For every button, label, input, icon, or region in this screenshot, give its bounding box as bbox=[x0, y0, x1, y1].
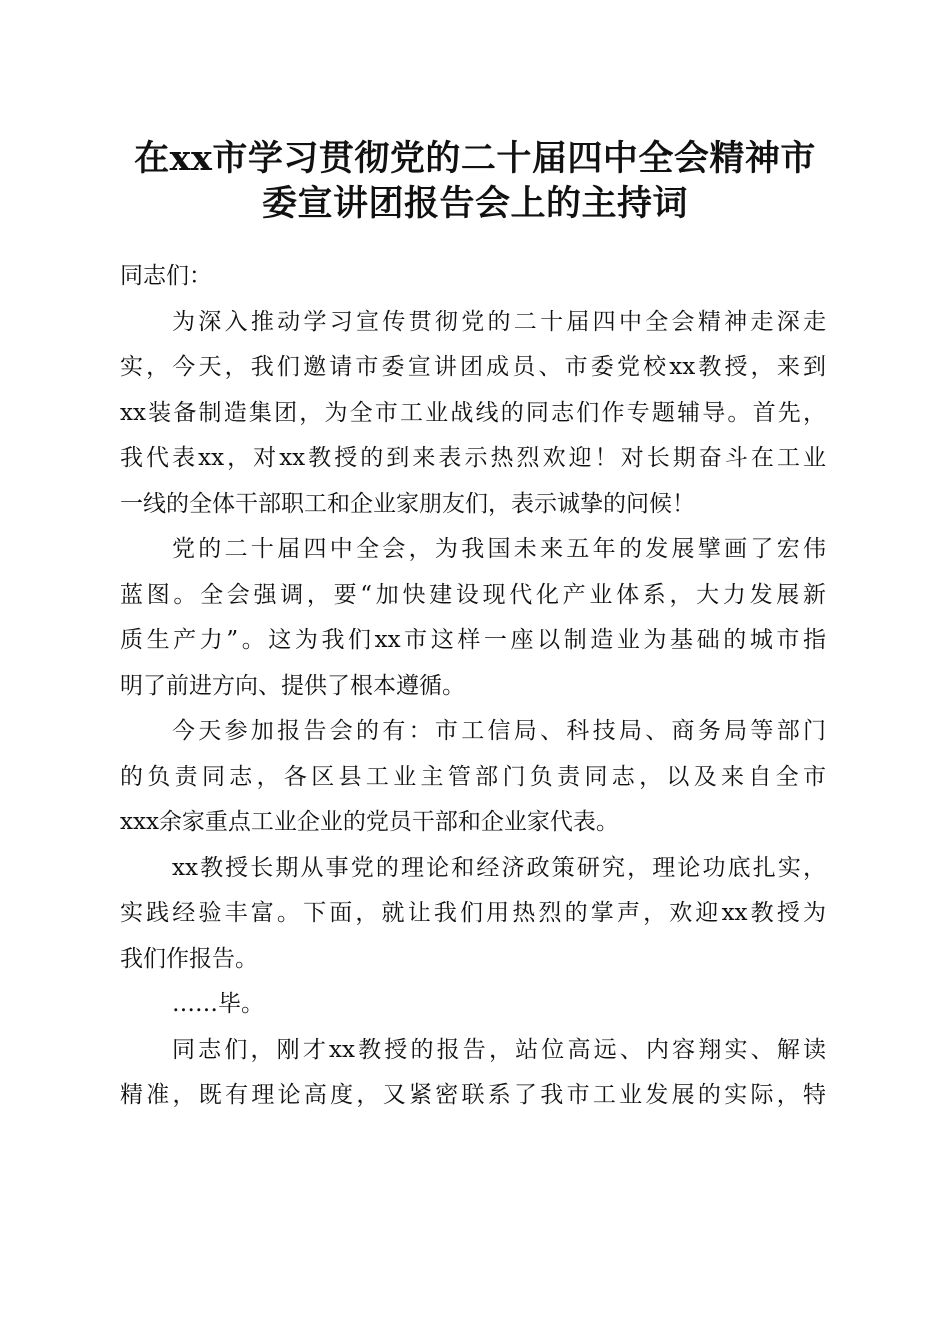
document-title-line-1: 在xx市学习贯彻党的二十届四中全会精神市 bbox=[134, 138, 816, 179]
greeting: 同志们： bbox=[120, 263, 212, 289]
document-title-line-2: 委宣讲团报告会上的主持词 bbox=[261, 183, 688, 224]
paragraph-6-line-2: 精准，既有理论高度，又紧密联系了我市工业发展的实际，特 bbox=[120, 1082, 826, 1108]
paragraph-1-line-5: 一线的全体干部职工和企业家朋友们，表示诚挚的问候！ bbox=[120, 490, 695, 517]
paragraph-6-line-1: 同志们，刚才xx教授的报告，站位高远、内容翔实、解读 bbox=[172, 1036, 826, 1063]
paragraph-4-line-2: 实践经验丰富。下面，就让我们用热烈的掌声，欢迎xx教授为 bbox=[120, 900, 826, 926]
paragraph-1-line-2: 实，今天，我们邀请市委宣讲团成员、市委党校xx教授，来到 bbox=[120, 354, 826, 380]
paragraph-3-line-3: xxx余家重点工业企业的党员干部和企业家代表。 bbox=[120, 809, 619, 835]
paragraph-2-line-3: 质生产力”。这为我们xx市这样一座以制造业为基础的城市指 bbox=[120, 627, 826, 653]
paragraph-5-line-1: ……毕。 bbox=[172, 991, 264, 1017]
paragraph-1-line-4: 我代表xx，对xx教授的到来表示热烈欢迎！对长期奋斗在工业 bbox=[120, 445, 826, 471]
paragraph-1-line-1: 为深入推动学习宣传贯彻党的二十届四中全会精神走深走 bbox=[172, 308, 826, 335]
document-body bbox=[120, 254, 826, 1119]
paragraph-2-line-4: 明了前进方向、提供了根本遵循。 bbox=[120, 672, 465, 699]
paragraph-4-line-3: 我们作报告。 bbox=[120, 945, 258, 972]
paragraph-2-line-2: 蓝图。全会强调，要“加快建设现代化产业体系，大力发展新 bbox=[120, 581, 826, 608]
paragraph-2-line-1: 党的二十届四中全会，为我国未来五年的发展擘画了宏伟 bbox=[172, 536, 826, 562]
paragraph-3-line-1: 今天参加报告会的有：市工信局、科技局、商务局等部门 bbox=[172, 718, 826, 744]
paragraph-4-line-1: xx教授长期从事党的理论和经济政策研究，理论功底扎实， bbox=[172, 854, 826, 881]
paragraph-3-line-2: 的负责同志，各区县工业主管部门负责同志，以及来自全市 bbox=[120, 763, 826, 790]
paragraph-1-line-3: xx装备制造集团，为全市工业战线的同志们作专题辅导。首先， bbox=[120, 399, 826, 426]
